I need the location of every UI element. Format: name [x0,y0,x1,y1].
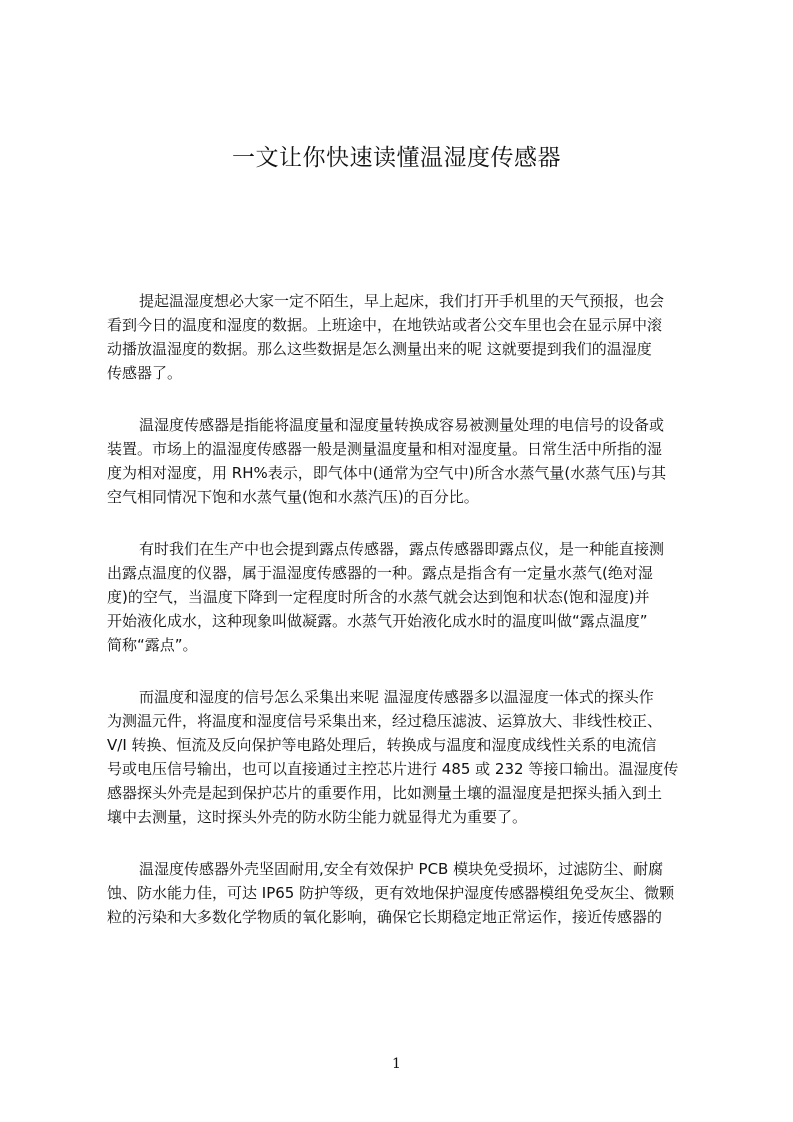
paragraph-line: 简称“露点”。 [107,636,198,654]
paragraph-line: 感器探头外壳是起到保护芯片的重要作用，比如测量土壤的温湿度是把探头插入到土 [107,784,663,802]
paragraph-signal-acquisition [107,685,698,829]
paragraph-line: 出露点温度的仪器，属于温湿度传感器的一种。露点是指含有一定量水蒸气(绝对湿 [107,564,653,582]
paragraph-line: 装置。市场上的温湿度传感器一般是测量温度量和相对湿度量。日常生活中所指的湿 [107,440,663,458]
paragraph-line: 开始液化成水，这种现象叫做凝露。水蒸气开始液化成水时的温度叫做“露点温度” [107,612,648,630]
paragraph-line: 有时我们在生产中也会提到露点传感器，露点传感器即露点仪，是一种能直接测 [139,540,665,558]
paragraph-dew-point [107,537,698,657]
paragraph-line: 温湿度传感器外壳坚固耐用,安全有效保护 PCB 模块免受损坏，过滤防尘、耐腐 [139,860,664,878]
paragraph-line: 而温度和湿度的信号怎么采集出来呢 温湿度传感器多以温湿度一体式的探头作 [139,688,654,706]
page-number: 1 [392,1056,401,1072]
paragraph-humidity-intro [107,289,698,385]
paragraph-line: 壤中去测量，这时探头外壳的防水防尘能力就显得尤为重要了。 [107,808,528,826]
paragraph-line: 度为相对湿度，用 RH%表示，即气体中(通常为空气中)所含水蒸气量(水蒸气压)与其 [107,464,667,482]
paragraph-housing [107,857,698,929]
paragraph-line: 传感器了。 [107,364,183,382]
paragraph-line: 号或电压信号输出，也可以直接通过主控芯片进行 485 或 232 等接口输出。温湿度传 [107,760,679,778]
paragraph-line: 为测温元件，将温度和湿度信号采集出来，经过稳压滤波、运算放大、非线性校正、 [107,712,663,730]
paragraph-line: 动播放温湿度的数据。那么这些数据是怎么测量出来的呢 这就要提到我们的温湿度 [107,340,652,358]
paragraph-line: 度)的空气，当温度下降到一定程度时所含的水蒸气就会达到饱和状态(饱和湿度)并 [107,588,650,606]
paragraph-line: 蚀、防水能力佳，可达 IP65 防护等级，更有效地保护湿度传感器模组免受灰尘、微颗 [107,884,675,902]
body-text [107,289,698,957]
paragraph-line: V/I 转换、恒流及反向保护等电路处理后，转换成与温度和湿度成线性关系的电流信 [107,736,657,754]
paragraph-line: 空气相同情况下饱和水蒸气量(饱和水蒸汽压)的百分比。 [107,488,479,506]
paragraph-line: 温湿度传感器是指能将温度量和湿度量转换成容易被测量处理的电信号的设备或 [139,416,665,434]
page-title: 一文让你快速读懂温湿度传感器 [232,145,561,171]
paragraph-line: 看到今日的温度和湿度的数据。上班途中，在地铁站或者公交车里也会在显示屏中滚 [107,316,663,334]
paragraph-line: 提起温湿度想必大家一定不陌生，早上起床，我们打开手机里的天气预报，也会 [139,292,665,310]
paragraph-sensor-definition [107,413,698,509]
paragraph-line: 粒的污染和大多数化学物质的氧化影响，确保它长期稳定地正常运作，接近传感器的 [107,908,663,926]
